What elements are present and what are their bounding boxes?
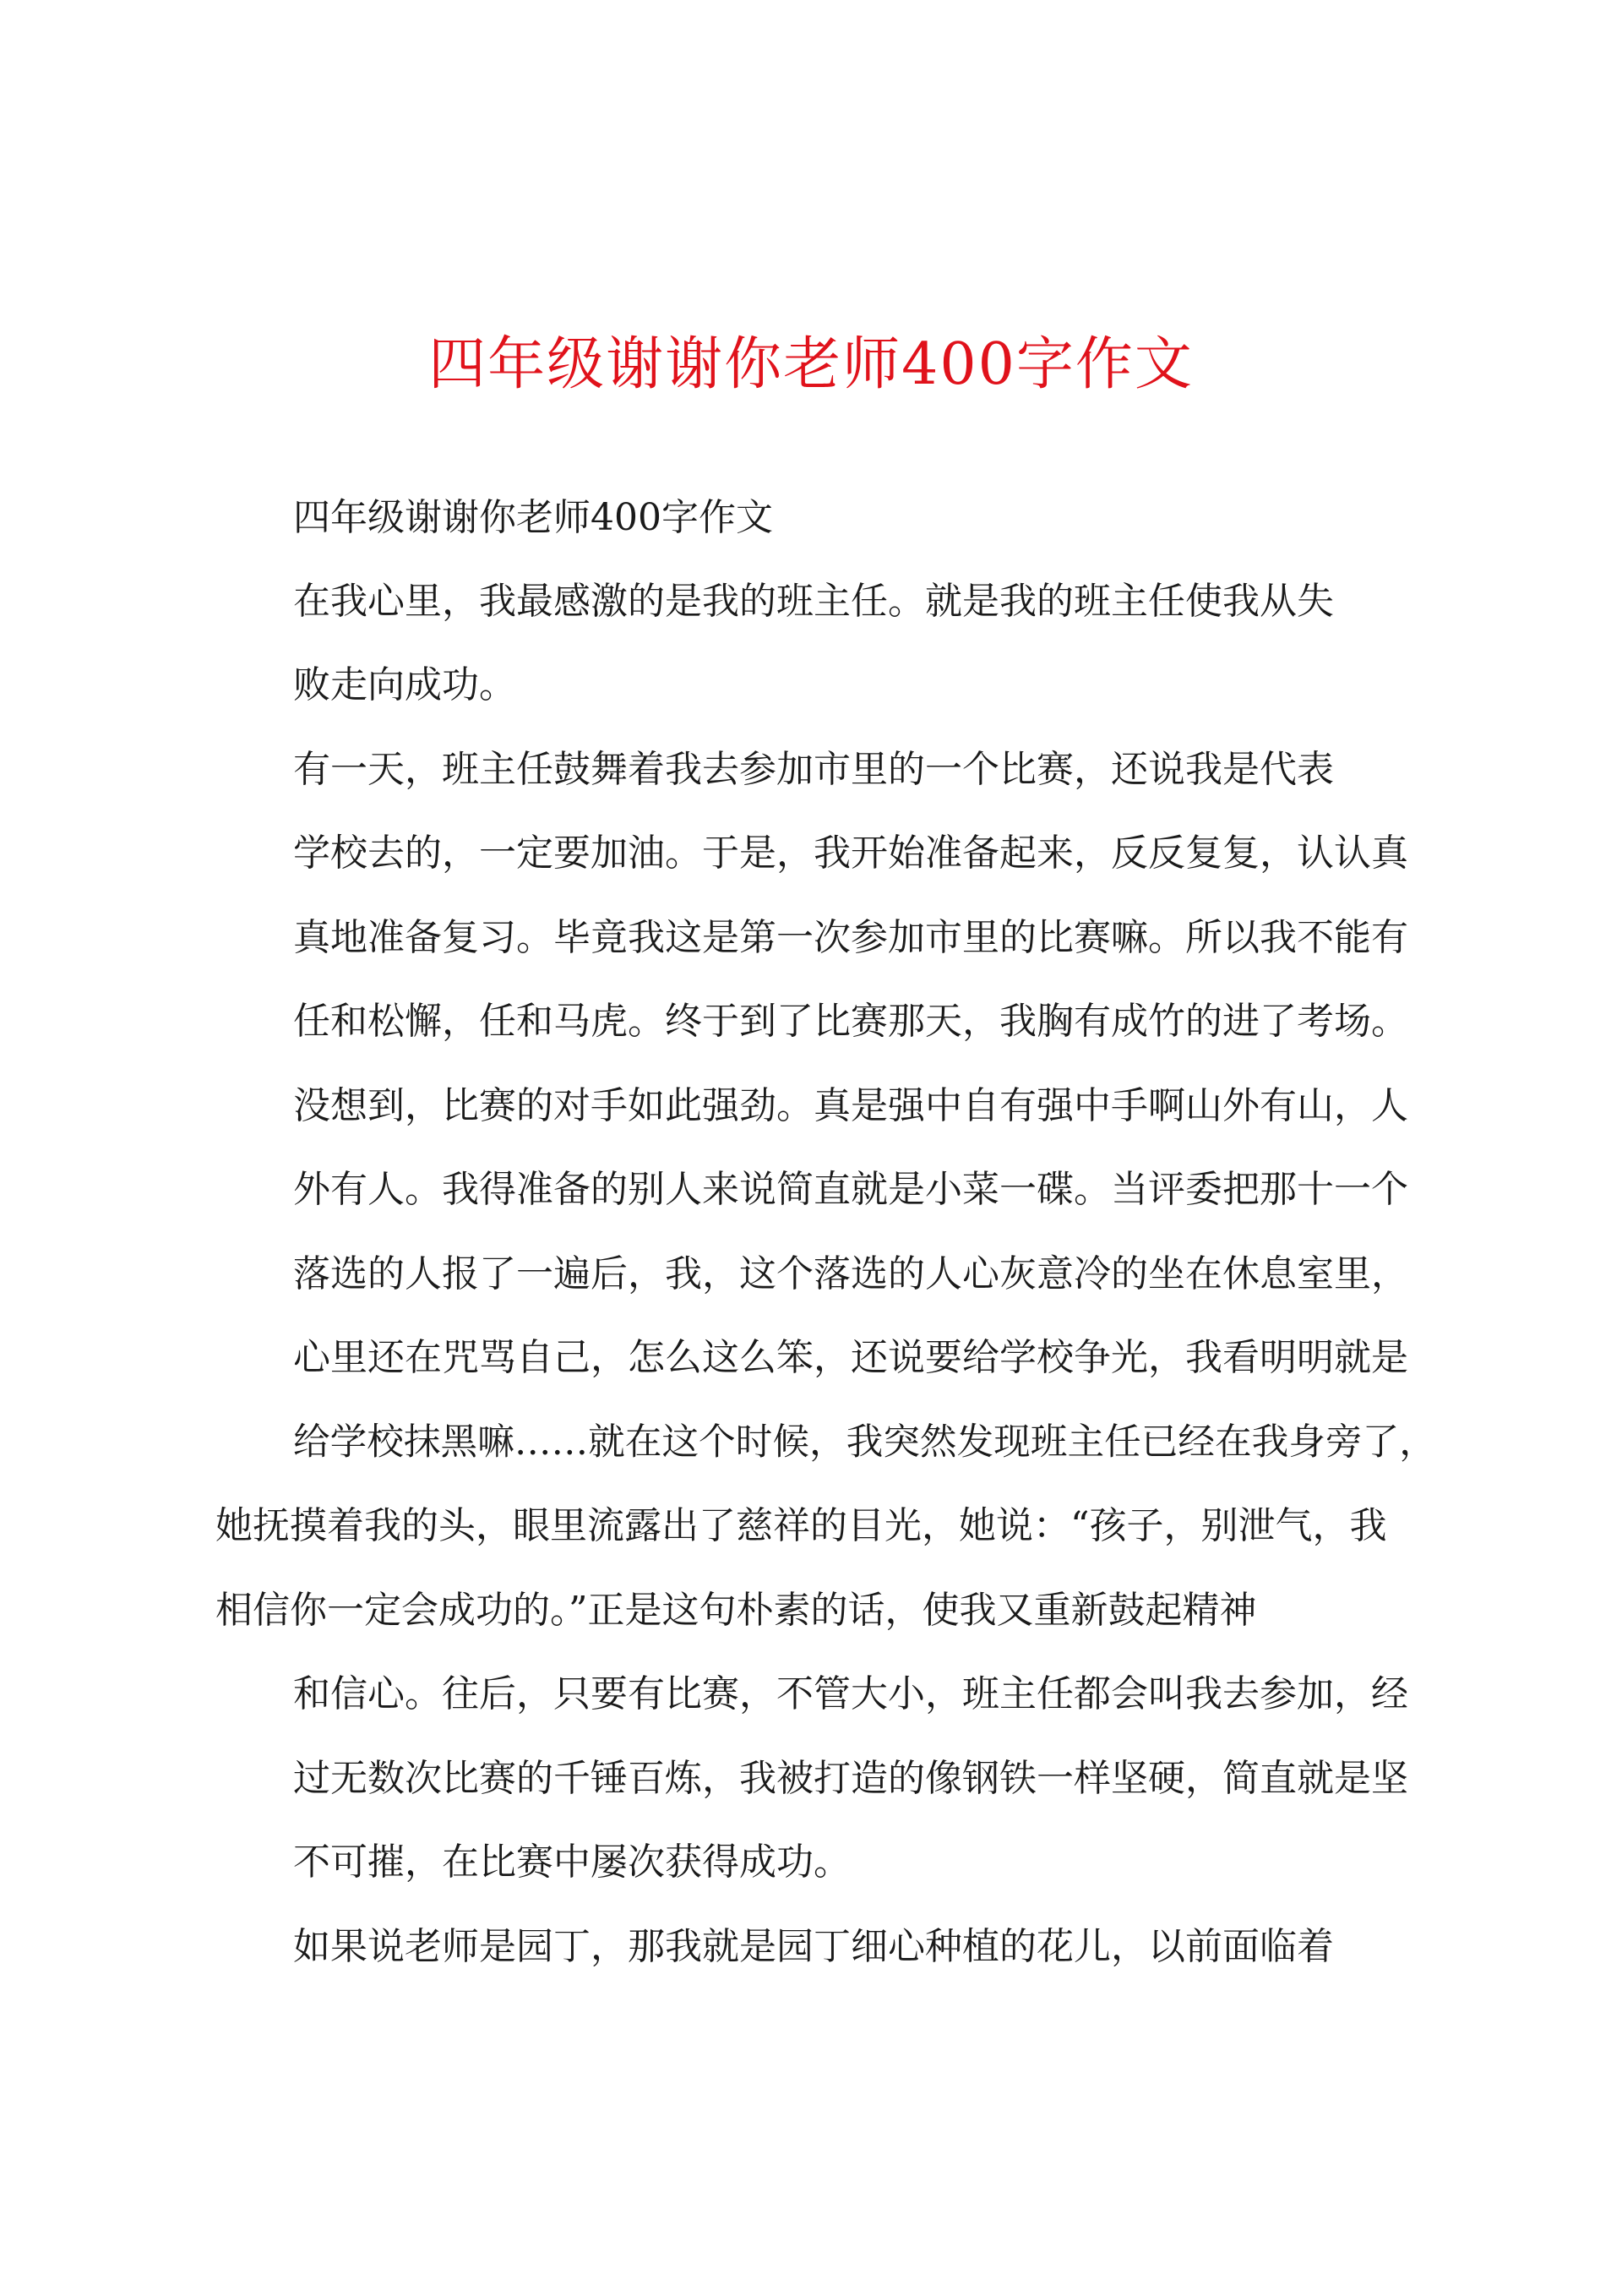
text-line: 有一天，班主任鼓舞着我去参加市里的一个比赛，还说我是代表 (293, 748, 1334, 791)
text-line: 四年级谢谢你老师400字作文 (293, 496, 773, 539)
page-title: 四年级谢谢你老师400字作文 (428, 331, 1194, 398)
text-line: 学校去的，一定要加油。于是，我开始准备起来，反反复复，认认真 (293, 832, 1408, 875)
text-line: 相信你一定会成功的。”正是这句朴素的话，使我又重新鼓起精神 (215, 1589, 1257, 1632)
text-line: 给学校抹黑嘛……就在这个时候，我突然发现班主任已经在我身旁了， (293, 1421, 1436, 1464)
text-line: 外有人。我得准备的别人来说简直就是小菜一碟。当评委把那十一个 (293, 1168, 1408, 1211)
text-line: 如果说老师是园丁，那我就是园丁细心种植的花儿，以前面临着 (293, 1925, 1334, 1968)
text-line: 落选的人报了一遍后，我，这个落选的人心灰意冷的坐在休息室里， (293, 1252, 1408, 1295)
text-line: 败走向成功。 (293, 663, 516, 706)
text-line: 她抚摸着我的头，眼里流露出了慈祥的目光，她说：“孩子，别泄气，我 (215, 1504, 1387, 1547)
text-line: 真地准备复习。毕竟我这是第一次参加市里的比赛嘛。所以我不能有 (293, 916, 1408, 959)
text-line: 心里还在咒骂自己，怎么这么笨，还说要给学校争光，我看明明就是 (293, 1336, 1408, 1379)
text-line: 没想到，比赛的对手如此强劲。真是强中自有强中手啊山外有山，人 (293, 1084, 1408, 1127)
text-line: 在我心里，我最感激的是我的班主任。就是我的班主任使我从失 (293, 580, 1334, 623)
text-line: 不可摧，在比赛中屡次获得成功。 (293, 1841, 851, 1884)
text-line: 任和松懈，任和马虎。终于到了比赛那天，我胸有成竹的进了考场。 (293, 1000, 1408, 1043)
text-line: 和信心。往后，只要有比赛，不管大小，班主任都会叫我去参加，经 (293, 1672, 1408, 1715)
text-line: 过无数次比赛的千锤百炼，我被打造的像钢铁一样坚硬，简直就是坚 (293, 1757, 1408, 1800)
